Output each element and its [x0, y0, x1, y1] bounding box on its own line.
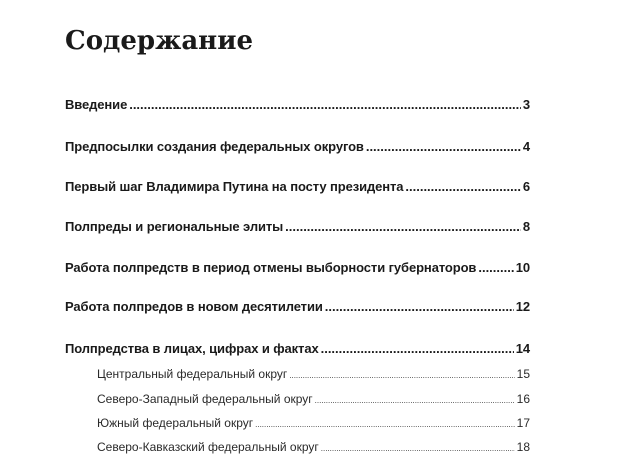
toc-entry-prerequisites[interactable]	[65, 137, 530, 157]
toc-leader-dots	[129, 95, 521, 115]
toc-page-number: 16	[516, 392, 530, 406]
toc-leader-dots	[478, 258, 513, 278]
toc-subentry-northwest[interactable]	[97, 389, 530, 409]
toc-leader-dots	[321, 339, 514, 359]
toc-page-number: 10	[515, 260, 530, 275]
toc-page-number: 17	[516, 416, 530, 430]
toc-entry-title: Введение	[65, 97, 128, 112]
toc-subentry-south[interactable]	[97, 413, 530, 433]
toc-subentry-north-caucasus[interactable]	[97, 437, 530, 457]
toc-entry-facts-figures[interactable]	[65, 339, 530, 359]
toc-page-number: 14	[515, 341, 530, 356]
toc-entry-title: Работа полпредов в новом десятилетии	[65, 299, 323, 314]
toc-entry-title: Первый шаг Владимира Путина на посту президента	[65, 179, 404, 194]
toc-subentry-central[interactable]	[97, 364, 530, 384]
toc-entry-introduction[interactable]	[65, 95, 530, 115]
toc-entry-first-step[interactable]	[65, 177, 530, 197]
toc-leader-dots	[325, 297, 514, 317]
toc-entry-governor-elections[interactable]	[65, 258, 530, 278]
toc-entry-title: Предпосылки создания федеральных округов	[65, 139, 364, 154]
toc-page-number: 3	[522, 97, 530, 112]
toc-entry-title: Полпреды и региональные элиты	[65, 219, 284, 234]
toc-page-number: 6	[522, 179, 530, 194]
toc-leader-dots	[289, 366, 514, 386]
toc-subentry-title: Северо-Западный федеральный округ	[97, 392, 313, 406]
toc-subentry-title: Центральный федеральный округ	[97, 367, 288, 381]
toc-subentry-title: Южный федеральный округ	[97, 416, 254, 430]
toc-leader-dots	[255, 415, 515, 435]
toc-page-number: 15	[516, 367, 530, 381]
toc-entry-new-decade[interactable]	[65, 297, 530, 317]
toc-page-number: 8	[522, 219, 530, 234]
toc-leader-dots	[285, 217, 521, 237]
page-title: Содержание	[65, 26, 254, 56]
toc-leader-dots	[321, 439, 515, 459]
toc-page-number: 18	[516, 440, 530, 454]
toc-page-number: 12	[515, 299, 530, 314]
toc-leader-dots	[315, 391, 515, 411]
toc-leader-dots	[405, 177, 520, 197]
toc-entry-regional-elites[interactable]	[65, 217, 530, 237]
toc-entry-title: Работа полпредств в период отмены выборности губернаторов	[65, 260, 477, 275]
toc-page-number: 4	[522, 139, 530, 154]
toc-leader-dots	[366, 137, 521, 157]
toc-entry-title: Полпредства в лицах, цифрах и фактах	[65, 341, 319, 356]
toc-subentry-title: Северо-Кавказский федеральный округ	[97, 440, 319, 454]
